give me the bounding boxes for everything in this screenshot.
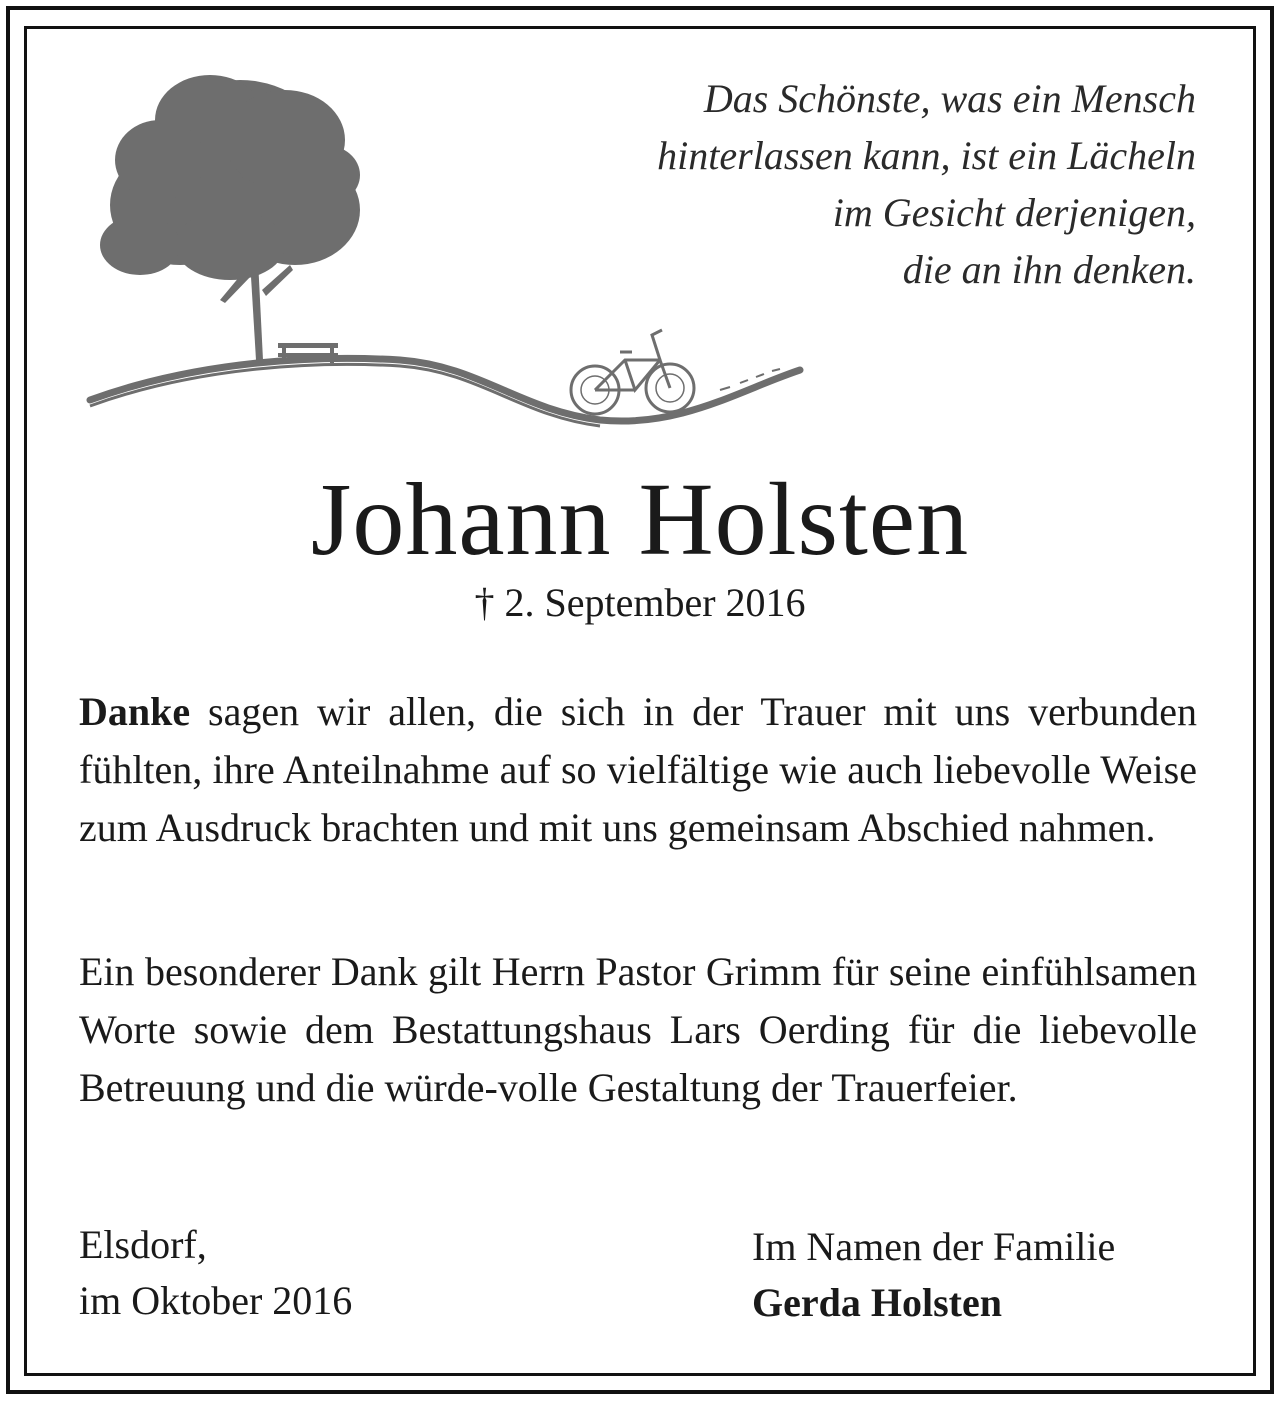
thanks-lead-word: Danke: [79, 689, 191, 734]
quote-line: die an ihn denken.: [902, 247, 1196, 292]
thanks-text: sagen wir allen, die sich in der Trauer mit uns verbunden fühlten, ihre Anteilnahme auf so vielfältige wie auch liebevolle Weise zum Ausdruck brachten und mit uns gemeinsam Abschied nahmen.: [79, 689, 1197, 850]
thanks-paragraph: [79, 683, 1197, 857]
memorial-quote: [476, 70, 1196, 298]
quote-line: hinterlassen kann, ist ein Lächeln: [657, 133, 1196, 178]
death-date: † 2. September 2016: [474, 580, 806, 625]
on-behalf-text: Im Namen der Familie: [752, 1224, 1116, 1269]
quote-line: im Gesicht derjenigen,: [832, 190, 1196, 235]
deceased-name: Johann Holsten: [310, 462, 970, 577]
signer-name: Gerda Holsten: [752, 1280, 1002, 1325]
place-and-date: [79, 1217, 352, 1329]
date: im Oktober 2016: [79, 1278, 353, 1323]
place: Elsdorf,: [79, 1222, 207, 1267]
family-signature: [752, 1219, 1115, 1331]
special-thanks-paragraph: Ein besonderer Dank gilt Herrn Pastor Grimm für seine einfühlsamen Worte sowie dem Bestattungshaus Lars Oerding für die liebevolle Betreuung und die würde-volle Gestaltung der Trauerfeier.: [79, 949, 1197, 1110]
quote-line: Das Schönste, was ein Mensch: [703, 76, 1196, 121]
